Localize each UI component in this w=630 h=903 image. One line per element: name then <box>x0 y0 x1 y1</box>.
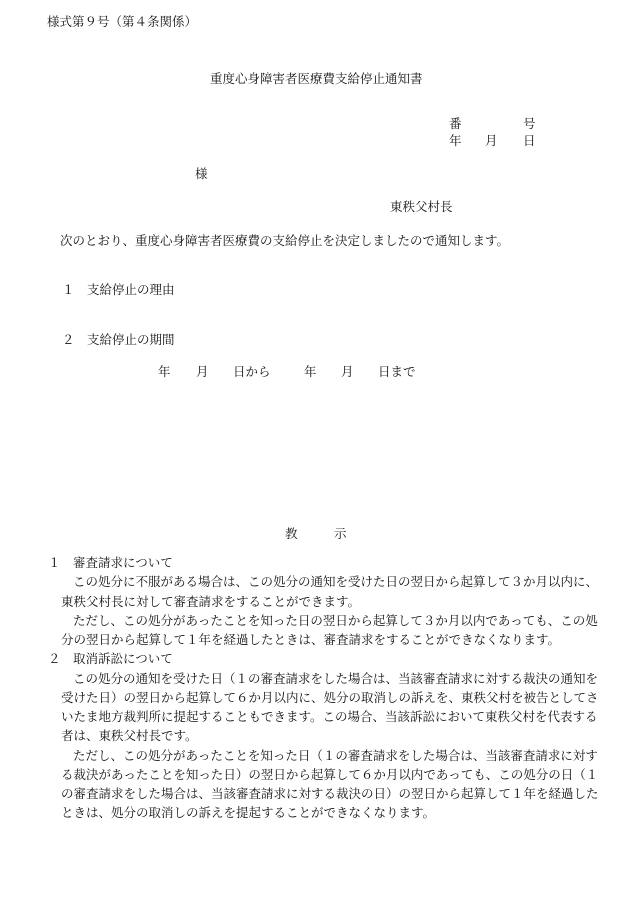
form-number: 様式第９号（第４条関係） <box>47 14 198 29</box>
notice-line: ただし、この処分があったことを知った日の翌日から起算して３か月以内であっても、この処 <box>73 613 598 628</box>
period-start-year: 年 <box>158 364 171 379</box>
period-line <box>0 366 630 382</box>
date-year: 年 <box>449 133 462 148</box>
document-title: 重度心身障害者医療費支給停止通知書 <box>210 71 423 86</box>
notice-heading-second: 示 <box>334 526 347 541</box>
notice-heading-first: 教 <box>285 526 298 541</box>
document-number-label: 番 <box>449 116 462 131</box>
period-start-day: 日から <box>233 364 271 379</box>
period-end-month: 月 <box>341 364 354 379</box>
notice-line: 東秩父村長に対して審査請求をすることができます。 <box>61 594 361 609</box>
notice-s1-title: １ 審査請求について <box>48 555 173 570</box>
period-end-year: 年 <box>304 364 317 379</box>
date-day: 日 <box>523 133 536 148</box>
period-end-day: 日まで <box>378 364 416 379</box>
notice-line: この処分に不服がある場合は、この処分の通知を受けた日の翌日から起算して３か月以内に、 <box>73 574 599 589</box>
document-number-suffix: 号 <box>523 116 536 131</box>
notice-line: この処分の通知を受けた日（１の審査請求をした場合は、当該審査請求に対する裁決の通知を <box>73 671 599 686</box>
notice-heading <box>285 528 365 544</box>
issue-date <box>449 135 549 151</box>
recipient-suffix: 様 <box>195 166 208 181</box>
date-month: 月 <box>485 133 498 148</box>
notice-line: 者は、東秩父村長です。 <box>61 728 198 743</box>
notice-line: いたま地方裁判所に提起することもできます。この場合、当該訴訟において東秩父村を代表する <box>61 709 598 724</box>
notice-line: ただし、この処分があったことを知った日（１の審査請求をした場合は、当該審査請求に対す <box>73 748 598 763</box>
period-start-month: 月 <box>196 364 209 379</box>
notice-line: 受けた日）の翌日から起算して６か月以内に、処分の取消しの訴えを、東秩父村を被告としてさ <box>61 690 599 705</box>
notice-line: る裁決があったことを知った日）の翌日から起算して６か月以内であっても、この処分の日（１ <box>61 767 599 782</box>
notice-line: の審査請求をした場合は、当該審査請求に対する裁決の日）の翌日から起算して１年を経過した <box>61 786 599 801</box>
notice-line: 分の翌日から起算して１年を経過したときは、審査請求をすることができなくなります。 <box>61 632 561 647</box>
intro-text: 次のとおり、重度心身障害者医療費の支給停止を決定しましたので通知します。 <box>60 233 510 248</box>
notice-line: ときは、処分の取消しの訴えを提起することができなくなります。 <box>61 805 436 820</box>
notice-s2-title: ２ 取消訴訟について <box>48 651 173 666</box>
issuer-name: 東秩父村長 <box>390 199 453 214</box>
section-period: ２ 支給停止の期間 <box>62 332 175 347</box>
section-reason: １ 支給停止の理由 <box>62 282 175 297</box>
